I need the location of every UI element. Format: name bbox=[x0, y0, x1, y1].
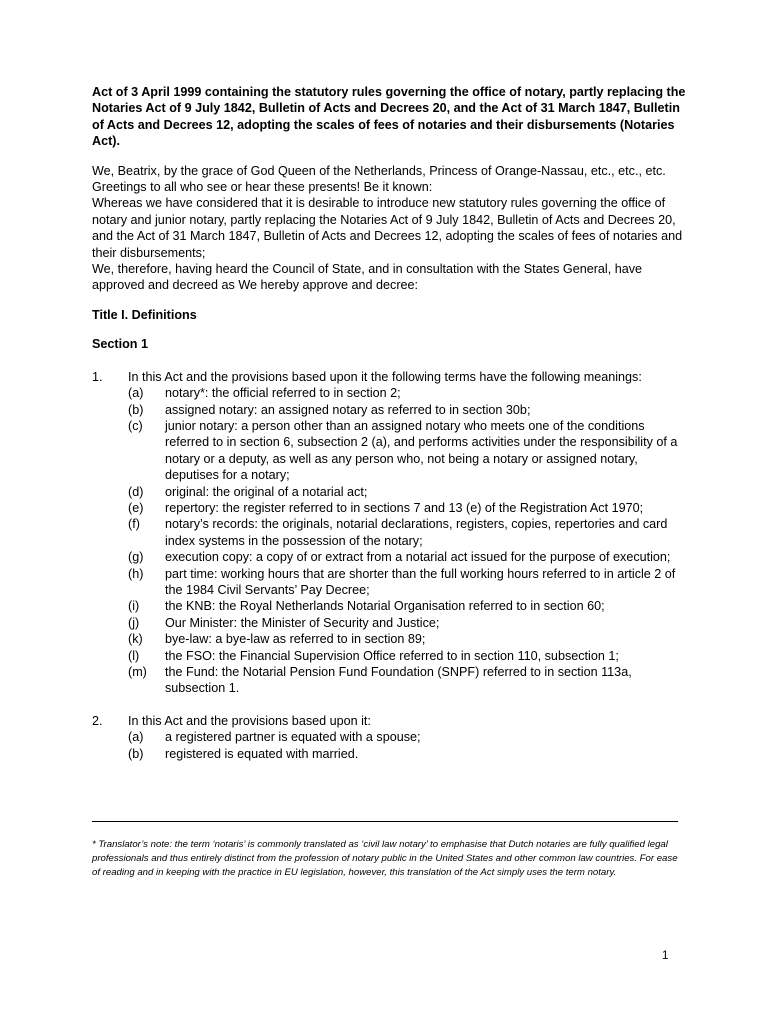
definition-list bbox=[92, 385, 692, 697]
translator-footnote: * Translator’s note: the term ‘notaris’ is commonly translated as ‘civil law notary’ to emphasise that Dutch notaries are fully qualified legal professionals and thus entirely distinct from the profession of notary public in the United States and other common law countries. For ease of reading and in keeping with the practice in EU legislation, however, this translation of the Act simply uses the term notary. bbox=[92, 839, 678, 878]
list-text: a registered partner is equated with a spouse; bbox=[165, 730, 421, 745]
list-item bbox=[92, 484, 692, 500]
item-number: 1. bbox=[92, 369, 103, 384]
list-label: (d) bbox=[128, 484, 144, 499]
list-item bbox=[92, 402, 692, 418]
list-text: the KNB: the Royal Netherlands Notarial Organisation referred to in section 60; bbox=[165, 599, 605, 614]
list-item bbox=[92, 516, 692, 549]
equation-list bbox=[92, 729, 692, 762]
item-1 bbox=[92, 369, 692, 697]
list-label: (a) bbox=[128, 730, 144, 745]
list-text: junior notary: a person other than an assigned notary who meets one of the conditions referred to in section 6, subsection 2 (a), and performs activities under the responsibility of a notary or a deputy, as well as any person who, not being a notary or assigned notary, deputises for a notary; bbox=[165, 418, 678, 483]
list-label: (i) bbox=[128, 599, 140, 614]
item-text: In this Act and the provisions based upon it: bbox=[128, 713, 371, 728]
list-text: bye-law: a bye-law as referred to in section 89; bbox=[165, 632, 426, 647]
list-text: repertory: the register referred to in sections 7 and 13 (e) of the Registration Act 1970; bbox=[165, 500, 644, 515]
list-text: notary’s records: the originals, notarial declarations, registers, copies, repertories and card index systems in the possession of the notary; bbox=[165, 517, 668, 548]
list-text: the FSO: the Financial Supervision Office referred to in section 110, subsection 1; bbox=[165, 648, 619, 663]
list-label: (h) bbox=[128, 566, 144, 581]
document-body bbox=[92, 84, 692, 762]
list-item bbox=[92, 746, 692, 762]
list-label: (b) bbox=[128, 746, 144, 761]
item-text: In this Act and the provisions based upon it the following terms have the following meanings: bbox=[128, 369, 642, 384]
list-label: (c) bbox=[128, 418, 143, 433]
list-label: (m) bbox=[128, 665, 147, 679]
item-number: 2. bbox=[92, 713, 103, 728]
section-heading: Section 1 bbox=[92, 337, 148, 352]
preamble-paragraph: We, therefore, having heard the Council of State, and in consultation with the States General, have approved and decreed as We hereby approve and decree: bbox=[92, 262, 643, 293]
list-label: (a) bbox=[128, 386, 144, 401]
list-label: (k) bbox=[128, 632, 143, 647]
list-text: notary*: the official referred to in section 2; bbox=[165, 386, 401, 401]
list-text: part time: working hours that are shorter than the full working hours referred to in article 2 of the 1984 Civil Servants’ Pay Decree; bbox=[165, 566, 676, 597]
list-label: (b) bbox=[128, 402, 144, 417]
list-item bbox=[92, 648, 692, 664]
list-item bbox=[92, 549, 692, 565]
list-item bbox=[92, 566, 692, 599]
preamble-paragraph: Whereas we have considered that it is desirable to introduce new statutory rules governing the office of notary and junior notary, partly replacing the Notaries Act of 9 July 1842, Bulletin of Acts and Decrees 20, and the Act of 31 March 1847, Bulletin of Acts and Decrees 12, adopting the scales of fees of notaries and their disbursements; bbox=[92, 196, 683, 260]
list-label: (f) bbox=[128, 517, 140, 532]
list-item bbox=[92, 664, 692, 697]
list-label: (j) bbox=[128, 615, 140, 630]
footnote-divider bbox=[92, 821, 678, 822]
title-heading: Title I. Definitions bbox=[92, 307, 197, 322]
preamble-paragraph: We, Beatrix, by the grace of God Queen of the Netherlands, Princess of Orange-Nassau, etc., etc., etc. Greetings to all who see or hear these presents! Be it known: bbox=[92, 163, 666, 195]
list-item bbox=[92, 418, 692, 484]
item-2 bbox=[92, 713, 692, 762]
list-item bbox=[92, 500, 692, 516]
list-text: Our Minister: the Minister of Security and Justice; bbox=[165, 615, 440, 630]
list-item bbox=[92, 729, 692, 745]
list-item bbox=[92, 615, 692, 631]
list-text: execution copy: a copy of or extract from a notarial act issued for the purpose of execution; bbox=[165, 550, 671, 565]
list-item bbox=[92, 598, 692, 614]
list-item bbox=[92, 385, 692, 401]
list-text: the Fund: the Notarial Pension Fund Foundation (SNPF) referred to in section 113a, subsection 1. bbox=[165, 665, 632, 696]
list-label: (e) bbox=[128, 500, 144, 515]
list-text: original: the original of a notarial act; bbox=[165, 484, 368, 499]
list-text: registered is equated with married. bbox=[165, 746, 359, 761]
list-text: assigned notary: an assigned notary as referred to in section 30b; bbox=[165, 402, 531, 417]
list-label: (g) bbox=[128, 550, 144, 565]
document-title: Act of 3 April 1999 containing the statutory rules governing the office of notary, partly replacing the Notaries Act of 9 July 1842, Bulletin of Acts and Decrees 20, and the Act of 31 March 1847, Bulletin of Acts and Decrees 12, adopting the scales of fees of notaries and their disbursements (Notaries Act). bbox=[92, 85, 686, 149]
list-label: (l) bbox=[128, 648, 140, 663]
list-item bbox=[92, 631, 692, 647]
page-number: 1 bbox=[662, 950, 669, 962]
